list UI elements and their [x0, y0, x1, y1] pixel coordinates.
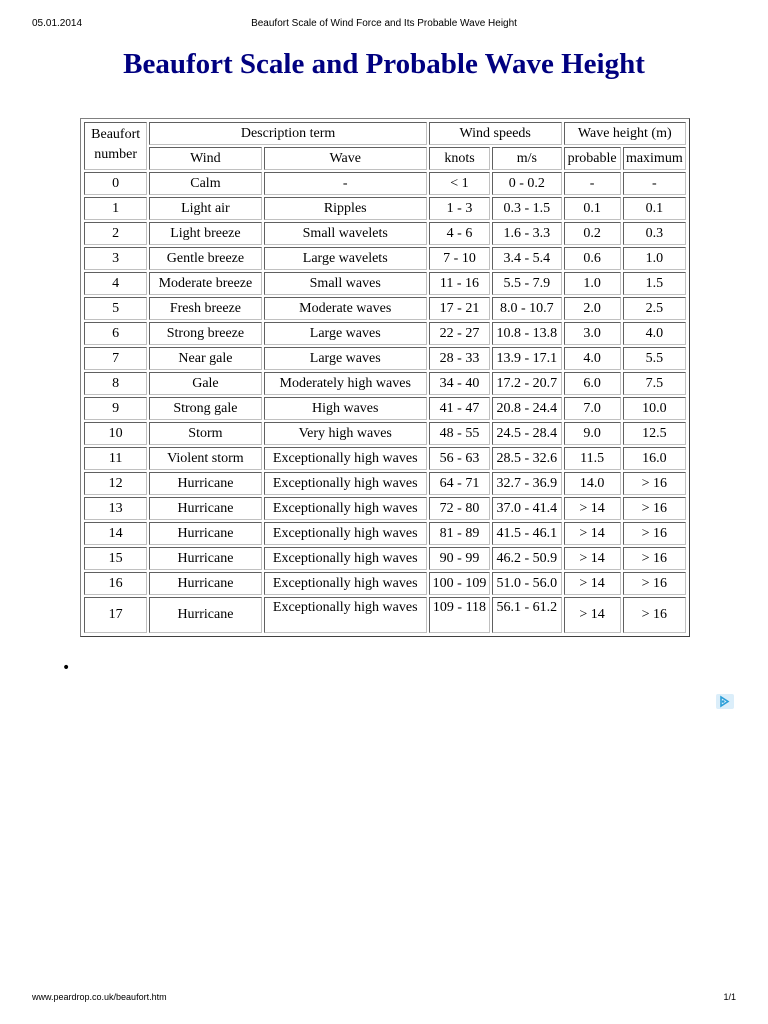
table-row	[84, 322, 686, 345]
cell-wave-term: Exceptionally high waves	[264, 547, 427, 570]
cell-maximum-height: 7.5	[623, 372, 686, 395]
cell-ms: 17.2 - 20.7	[492, 372, 561, 395]
table-row	[84, 447, 686, 470]
cell-beaufort-number: 3	[84, 247, 147, 270]
cell-maximum-height: > 16	[623, 597, 686, 633]
cell-knots: 4 - 6	[429, 222, 490, 245]
print-date: 05.01.2014	[32, 18, 83, 29]
cell-wave-term: Small wavelets	[264, 222, 427, 245]
cell-probable-height: > 14	[564, 572, 621, 595]
cell-beaufort-number: 13	[84, 497, 147, 520]
table-row	[84, 572, 686, 595]
page-title: Beaufort Scale and Probable Wave Height	[123, 48, 645, 80]
cell-ms: 1.6 - 3.3	[492, 222, 561, 245]
cell-ms: 0.3 - 1.5	[492, 197, 561, 220]
cell-wind-term: Storm	[149, 422, 261, 445]
cell-ms: 13.9 - 17.1	[492, 347, 561, 370]
table-row	[84, 522, 686, 545]
cell-maximum-height: 5.5	[623, 347, 686, 370]
cell-ms: 20.8 - 24.4	[492, 397, 561, 420]
cell-wave-term: Large waves	[264, 322, 427, 345]
cell-knots: 81 - 89	[429, 522, 490, 545]
cell-ms: 46.2 - 50.9	[492, 547, 561, 570]
cell-ms: 32.7 - 36.9	[492, 472, 561, 495]
table-row	[84, 547, 686, 570]
beaufort-table-frame	[80, 118, 690, 637]
cell-probable-height: 7.0	[564, 397, 621, 420]
cell-ms: 10.8 - 13.8	[492, 322, 561, 345]
cell-maximum-height: > 16	[623, 572, 686, 595]
cell-knots: 56 - 63	[429, 447, 490, 470]
cell-wave-term: Exceptionally high waves	[264, 447, 427, 470]
cell-maximum-height: 12.5	[623, 422, 686, 445]
bullet-point: •	[62, 660, 71, 676]
cell-wave-term: Moderate waves	[264, 297, 427, 320]
header-maximum: maximum	[623, 147, 686, 170]
table-row	[84, 197, 686, 220]
cell-maximum-height: 0.1	[623, 197, 686, 220]
cell-maximum-height: > 16	[623, 472, 686, 495]
cell-knots: 28 - 33	[429, 347, 490, 370]
cell-beaufort-number: 5	[84, 297, 147, 320]
cell-knots: < 1	[429, 172, 490, 195]
cell-wave-term: Exceptionally high waves	[264, 497, 427, 520]
cell-ms: 37.0 - 41.4	[492, 497, 561, 520]
header-wind-speeds: Wind speeds	[429, 122, 562, 145]
cell-wind-term: Light breeze	[149, 222, 261, 245]
header-wave: Wave	[264, 147, 427, 170]
cell-beaufort-number: 10	[84, 422, 147, 445]
cell-wave-term: Small waves	[264, 272, 427, 295]
cell-probable-height: > 14	[564, 497, 621, 520]
adchoices-icon[interactable]	[716, 694, 734, 709]
table-row	[84, 422, 686, 445]
cell-wind-term: Strong gale	[149, 397, 261, 420]
cell-wind-term: Hurricane	[149, 572, 261, 595]
header-knots: knots	[429, 147, 490, 170]
table-row	[84, 597, 686, 633]
cell-wave-term: Very high waves	[264, 422, 427, 445]
cell-knots: 90 - 99	[429, 547, 490, 570]
cell-ms: 3.4 - 5.4	[492, 247, 561, 270]
table-row	[84, 497, 686, 520]
header-beaufort-number: Beaufort number	[84, 122, 147, 170]
header-wave-height: Wave height (m)	[564, 122, 686, 145]
cell-wave-term: Large wavelets	[264, 247, 427, 270]
cell-wave-term: Exceptionally high waves	[264, 472, 427, 495]
cell-wind-term: Gentle breeze	[149, 247, 261, 270]
adchoices-glyph	[716, 694, 734, 709]
cell-maximum-height: 16.0	[623, 447, 686, 470]
cell-knots: 34 - 40	[429, 372, 490, 395]
cell-beaufort-number: 2	[84, 222, 147, 245]
header-wind: Wind	[149, 147, 261, 170]
cell-probable-height: 0.6	[564, 247, 621, 270]
cell-beaufort-number: 0	[84, 172, 147, 195]
cell-wave-term: High waves	[264, 397, 427, 420]
cell-probable-height: 4.0	[564, 347, 621, 370]
table-row	[84, 247, 686, 270]
cell-ms: 0 - 0.2	[492, 172, 561, 195]
cell-probable-height: > 14	[564, 597, 621, 633]
cell-maximum-height: > 16	[623, 547, 686, 570]
cell-maximum-height: 1.0	[623, 247, 686, 270]
cell-wave-term: Large waves	[264, 347, 427, 370]
cell-ms: 56.1 - 61.2	[492, 597, 561, 633]
cell-probable-height: > 14	[564, 522, 621, 545]
cell-knots: 72 - 80	[429, 497, 490, 520]
cell-wave-term: Ripples	[264, 197, 427, 220]
cell-wind-term: Hurricane	[149, 522, 261, 545]
header-ms: m/s	[492, 147, 561, 170]
cell-beaufort-number: 11	[84, 447, 147, 470]
cell-maximum-height: 10.0	[623, 397, 686, 420]
cell-wind-term: Moderate breeze	[149, 272, 261, 295]
cell-beaufort-number: 15	[84, 547, 147, 570]
cell-beaufort-number: 17	[84, 597, 147, 633]
cell-beaufort-number: 4	[84, 272, 147, 295]
cell-beaufort-number: 1	[84, 197, 147, 220]
cell-probable-height: > 14	[564, 547, 621, 570]
cell-probable-height: 2.0	[564, 297, 621, 320]
cell-ms: 28.5 - 32.6	[492, 447, 561, 470]
cell-ms: 24.5 - 28.4	[492, 422, 561, 445]
cell-beaufort-number: 12	[84, 472, 147, 495]
table-body	[84, 172, 686, 633]
cell-wind-term: Strong breeze	[149, 322, 261, 345]
table-row	[84, 372, 686, 395]
cell-ms: 8.0 - 10.7	[492, 297, 561, 320]
cell-knots: 48 - 55	[429, 422, 490, 445]
print-page-number: 1/1	[723, 992, 736, 1002]
table-row	[84, 172, 686, 195]
cell-knots: 7 - 10	[429, 247, 490, 270]
cell-maximum-height: 4.0	[623, 322, 686, 345]
cell-beaufort-number: 9	[84, 397, 147, 420]
cell-maximum-height: > 16	[623, 522, 686, 545]
cell-maximum-height: 0.3	[623, 222, 686, 245]
cell-wave-term: Exceptionally high waves	[264, 597, 427, 633]
print-url: www.peardrop.co.uk/beaufort.htm	[32, 992, 167, 1002]
header-probable: probable	[564, 147, 621, 170]
cell-knots: 22 - 27	[429, 322, 490, 345]
header-description-term: Description term	[149, 122, 427, 145]
cell-beaufort-number: 6	[84, 322, 147, 345]
cell-probable-height: 9.0	[564, 422, 621, 445]
cell-probable-height: 3.0	[564, 322, 621, 345]
cell-knots: 1 - 3	[429, 197, 490, 220]
table-header-row-2	[84, 147, 686, 170]
cell-beaufort-number: 16	[84, 572, 147, 595]
cell-probable-height: -	[564, 172, 621, 195]
cell-ms: 5.5 - 7.9	[492, 272, 561, 295]
cell-wave-term: -	[264, 172, 427, 195]
cell-wave-term: Moderately high waves	[264, 372, 427, 395]
cell-beaufort-number: 7	[84, 347, 147, 370]
cell-wind-term: Hurricane	[149, 472, 261, 495]
cell-beaufort-number: 14	[84, 522, 147, 545]
cell-ms: 41.5 - 46.1	[492, 522, 561, 545]
cell-knots: 17 - 21	[429, 297, 490, 320]
cell-wind-term: Hurricane	[149, 597, 261, 633]
table-header-row-1	[84, 122, 686, 145]
print-footer	[0, 992, 768, 1006]
cell-knots: 109 - 118	[429, 597, 490, 633]
print-header	[0, 18, 768, 32]
table-row	[84, 347, 686, 370]
table-row	[84, 272, 686, 295]
cell-wind-term: Near gale	[149, 347, 261, 370]
cell-wind-term: Hurricane	[149, 547, 261, 570]
cell-probable-height: 11.5	[564, 447, 621, 470]
cell-knots: 64 - 71	[429, 472, 490, 495]
cell-wave-term: Exceptionally high waves	[264, 572, 427, 595]
cell-wind-term: Violent storm	[149, 447, 261, 470]
cell-wind-term: Gale	[149, 372, 261, 395]
cell-probable-height: 14.0	[564, 472, 621, 495]
cell-beaufort-number: 8	[84, 372, 147, 395]
cell-maximum-height: > 16	[623, 497, 686, 520]
cell-maximum-height: -	[623, 172, 686, 195]
cell-wind-term: Fresh breeze	[149, 297, 261, 320]
beaufort-table	[82, 120, 688, 635]
cell-knots: 100 - 109	[429, 572, 490, 595]
cell-knots: 11 - 16	[429, 272, 490, 295]
table-row	[84, 472, 686, 495]
cell-probable-height: 6.0	[564, 372, 621, 395]
cell-wave-term: Exceptionally high waves	[264, 522, 427, 545]
table-row	[84, 222, 686, 245]
cell-maximum-height: 2.5	[623, 297, 686, 320]
cell-probable-height: 0.2	[564, 222, 621, 245]
print-doc-title: Beaufort Scale of Wind Force and Its Probable Wave Height	[251, 18, 517, 29]
table-row	[84, 297, 686, 320]
table-row	[84, 397, 686, 420]
cell-probable-height: 1.0	[564, 272, 621, 295]
cell-ms: 51.0 - 56.0	[492, 572, 561, 595]
cell-probable-height: 0.1	[564, 197, 621, 220]
cell-wind-term: Hurricane	[149, 497, 261, 520]
cell-wind-term: Calm	[149, 172, 261, 195]
cell-wind-term: Light air	[149, 197, 261, 220]
cell-knots: 41 - 47	[429, 397, 490, 420]
cell-maximum-height: 1.5	[623, 272, 686, 295]
